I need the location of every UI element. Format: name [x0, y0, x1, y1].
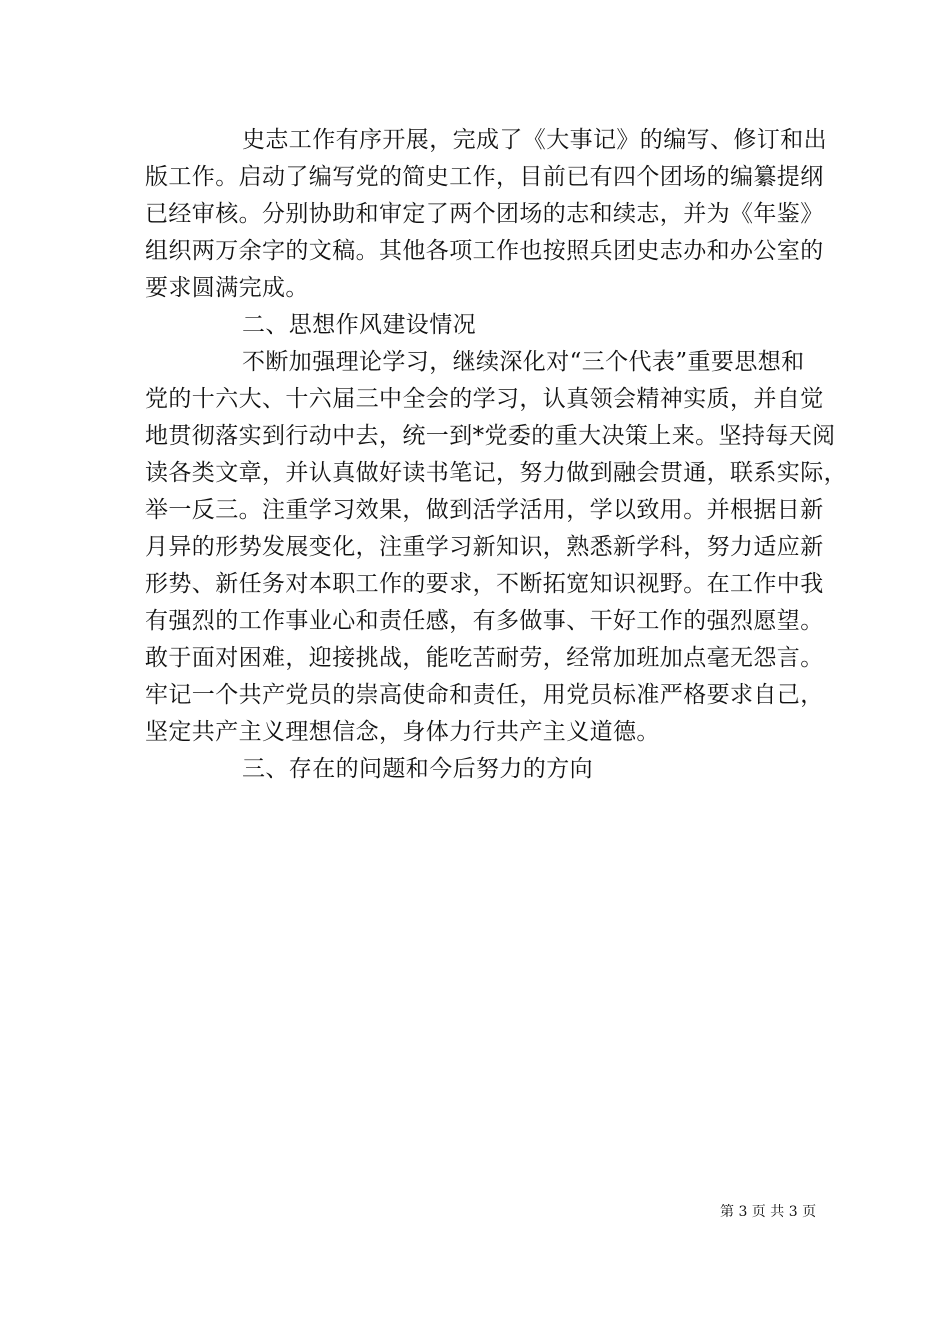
paragraph-line: 党的十六大、十六届三中全会的学习，认真领会精神实质，并自觉 [145, 386, 824, 412]
paragraph-line: 要求圆满完成。 [145, 275, 309, 301]
paragraph-line: 举一反三。注重学习效果，做到活学活用，学以致用。并根据日新 [145, 497, 824, 523]
paragraph-line: 读各类文章，并认真做好读书笔记，努力做到融会贯通，联系实际， [145, 460, 847, 486]
paragraph-line: 组织两万余字的文稿。其他各项工作也按照兵团史志办和办公室的 [145, 238, 824, 264]
paragraph-line: 版工作。启动了编写党的简史工作，目前已有四个团场的编纂提纲 [145, 164, 824, 190]
paragraph-line: 不断加强理论学习，继续深化对“三个代表”重要思想和 [242, 349, 805, 375]
paragraph-line: 已经审核。分别协助和审定了两个团场的志和续志，并为《年鉴》 [145, 201, 824, 227]
paragraph-line: 牢记一个共产党员的崇高使命和责任，用党员标准严格要求自己， [145, 682, 824, 708]
paragraph-line: 坚定共产主义理想信念，身体力行共产主义道德。 [145, 719, 660, 745]
paragraph-line: 地贯彻落实到行动中去，统一到*党委的重大决策上来。坚持每天阅 [145, 423, 836, 449]
paragraph-line: 形势、新任务对本职工作的要求，不断拓宽知识视野。在工作中我 [145, 571, 824, 597]
paragraph-line: 有强烈的工作事业心和责任感，有多做事、干好工作的强烈愿望。 [145, 608, 824, 634]
section-heading: 三、存在的问题和今后努力的方向 [242, 756, 593, 782]
paragraph-line: 月异的形势发展变化，注重学习新知识，熟悉新学科，努力适应新 [145, 534, 824, 560]
paragraph-line: 史志工作有序开展，完成了《大事记》的编写、修订和出 [242, 127, 827, 153]
page-footer: 第 3 页 共 3 页 [720, 1204, 817, 1220]
section-heading: 二、思想作风建设情况 [242, 312, 476, 338]
paragraph-line: 敢于面对困难，迎接挑战，能吃苦耐劳，经常加班加点毫无怨言。 [145, 645, 824, 671]
